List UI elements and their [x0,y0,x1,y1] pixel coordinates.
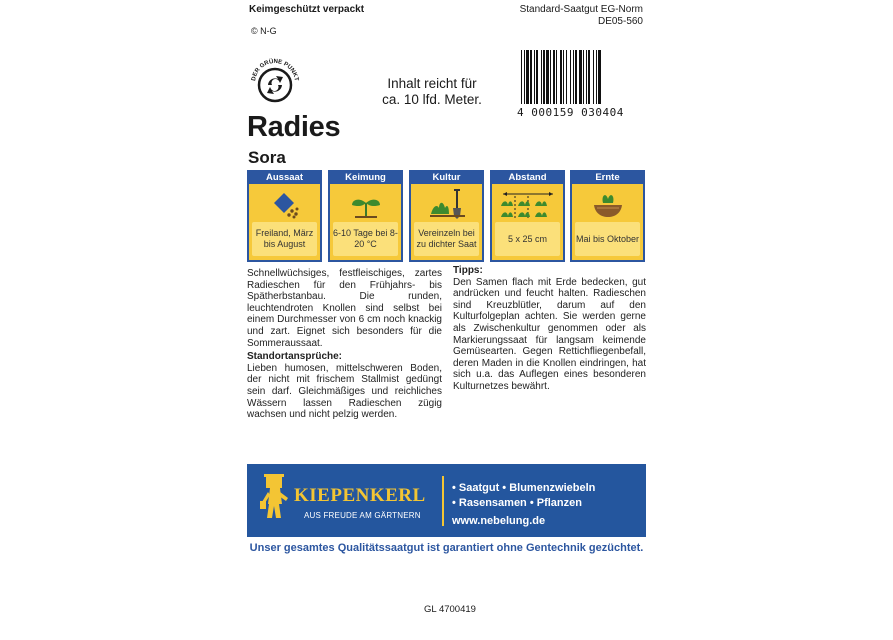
barcode-bar [579,50,582,104]
card-text: Freiland, März bis August [252,222,317,256]
barcode-bar [575,50,577,104]
standard-note [520,4,643,28]
barcode-bar [521,50,522,104]
card-ernte [570,170,645,262]
intro-text: Schnellwüchsiges, festfleischiges, zartes Radieschen für den Frühjahrs- bis Spätherbstanbau. Die runden, leuchtendroten Knollen sind selbst bei einem Durchmesser von 6 cm noch knackig und zart. Eignet sich besonders für die Sommeraussaat. [247,268,442,349]
barcode-bar [570,50,571,104]
card-abstand [490,170,565,262]
barcode-bar [566,50,567,104]
culture-info-cards [247,170,645,264]
barcode-bar [541,50,542,104]
kiepenkerl-figure-icon [258,474,292,520]
spacing-icon [497,188,559,220]
barcode-bar [596,50,597,104]
standard-code: DE05-560 [597,16,643,27]
card-header: Kultur [411,172,482,184]
tipps-text: Den Samen flach mit Erde bedecken, gut andrücken und feucht halten. Radieschen sind Kreuzblütler, darum auf den Kulturfolgeplan achten. Sie werden gerne als Zwischenkultur genommen oder als Markierungssaat für langsam keimende Gemüsearten. Gegen Rettichfliegenbefall, deren Maden in die Knollen eindringen, hat sich u.a. das Auflegen eines besonderen Kulturnetzes bewährt. [453,276,646,392]
brand-products-line-1: • Saatgut • Blumenzwiebeln [452,482,596,494]
barcode-bar [560,50,562,104]
brand-name: KIEPENKERL [294,485,426,506]
packaging-note: Keimgeschützt verpackt [249,4,365,15]
barcode-bar [524,50,525,104]
seedling-icon [349,189,383,219]
barcode-bar [586,50,587,104]
card-text: 6-10 Tage bei 8-20 °C [333,222,398,256]
tips-column [453,265,646,393]
content-line-2: ca. 10 lfd. Meter. [382,92,482,107]
content-note [362,76,502,108]
barcode-bar [550,50,551,104]
barcode-bar [536,50,538,104]
barcode-bar [526,50,529,104]
product-variety: Sora [248,148,286,167]
barcode-bar [546,50,549,104]
barcode-bar [598,50,601,104]
brand-products-line-2: • Rasensamen • Pflanzen [452,497,582,509]
banner-divider [442,476,444,526]
brand-products [452,481,595,529]
card-keimung [328,170,403,262]
standort-heading: Standortansprüche: [247,351,343,363]
card-kultur [409,170,484,262]
harvest-bowl-icon [591,189,625,219]
card-text: 5 x 25 cm [495,222,560,256]
barcode-digits: 4 000159 030404 [517,106,624,119]
content-line-1: Inhalt reicht für [387,76,477,91]
barcode-bar [593,50,594,104]
gmo-free-claim: Unser gesamtes Qualitätssaatgut ist garantiert ohne Gentechnik gezüchtet. [249,542,644,554]
copyright-note: © N-G [251,26,277,36]
barcode-bar [573,50,574,104]
barcode-bar [583,50,584,104]
gruener-punkt-icon [247,55,303,111]
card-header: Abstand [492,172,563,184]
product-title: Radies [247,111,341,143]
gruener-punkt-ring-text: DER GRÜNE PUNKT [251,58,299,82]
standort-text: Lieben humosen, mittelschweren Boden, der nicht mit frischem Stallmist gedüngt sein darf. Gleichmäßiges und reichliches Wässern lassen Radieschen zügig wachsen und nicht pelzig werden. [247,362,442,421]
spade-icon [427,188,467,220]
barcode-bar [563,50,564,104]
card-header: Keimung [330,172,401,184]
standard-line: Standard-Saatgut EG-Norm [519,4,643,15]
card-aussaat [247,170,322,262]
footer-code: GL 4700419 [424,604,476,615]
barcode-bar [588,50,590,104]
barcode-bar [556,50,557,104]
card-text: Mai bis Oktober [575,222,640,256]
tipps-heading: Tipps: [453,265,483,276]
barcode-bar [553,50,555,104]
card-header: Aussaat [249,172,320,184]
card-header: Ernte [572,172,643,184]
barcode-bar [530,50,532,104]
brand-tagline: AUS FREUDE AM GÄRTNERN [304,511,421,520]
description-column [247,268,442,421]
barcode-bar [534,50,535,104]
barcode-bar [543,50,545,104]
card-text: Vereinzeln bei zu dichter Saat [414,222,479,256]
brand-url: www.nebelung.de [452,515,546,527]
seed-bag-icon [270,189,300,219]
